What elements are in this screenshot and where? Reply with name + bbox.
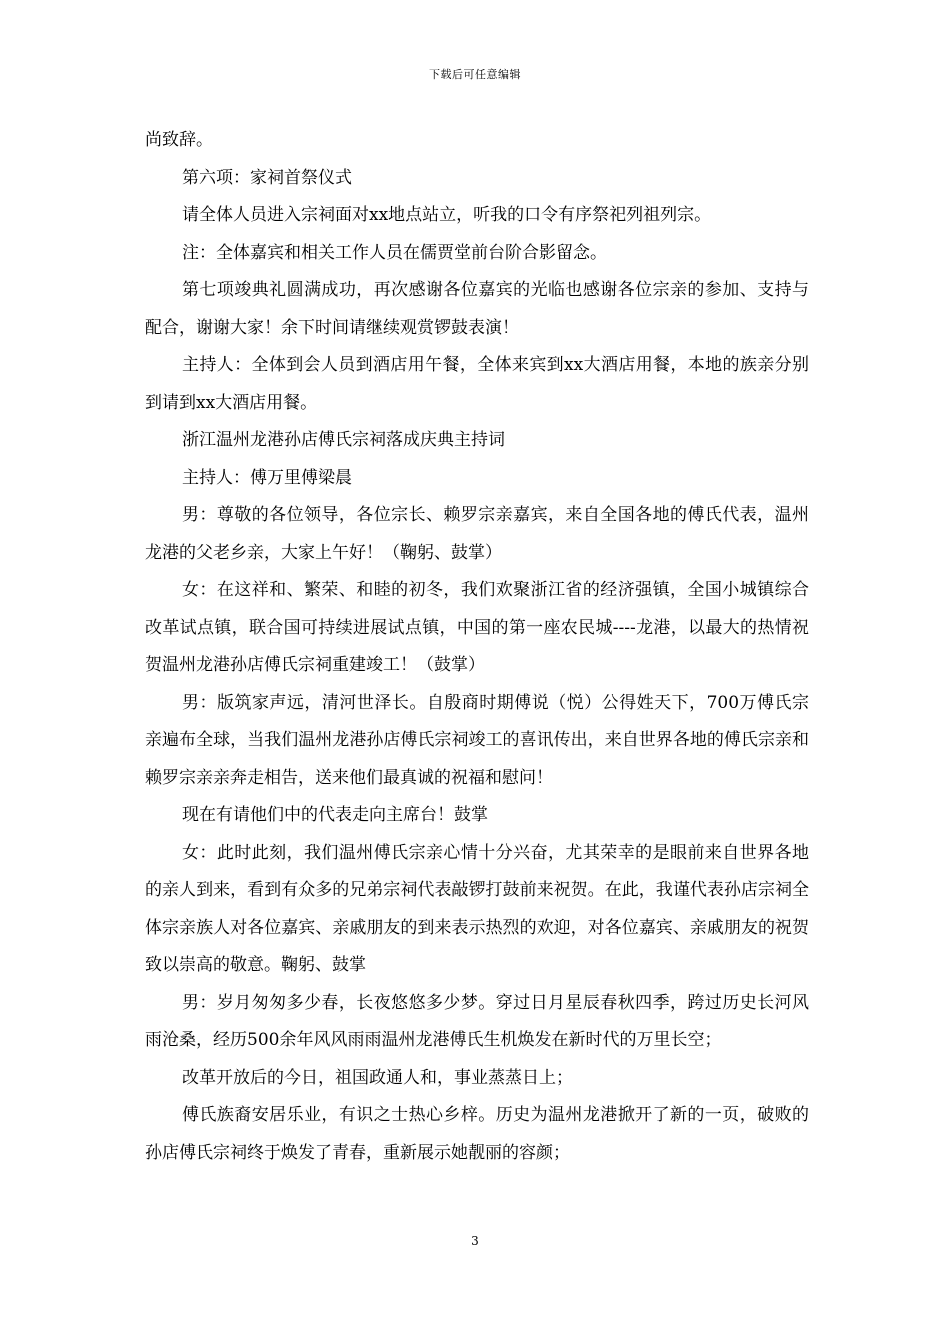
- paragraph: 改革开放后的今日，祖国政通人和，事业蒸蒸日上；: [182, 1067, 573, 1088]
- paragraph: 第六项：家祠首祭仪式: [182, 167, 352, 188]
- paragraph: 主持人：傅万里傅梁晨: [182, 467, 352, 488]
- paragraph: 注：全体嘉宾和相关工作人员在儒贾堂前台阶合影留念。: [182, 242, 607, 263]
- paragraph: 男：岁月匆匆多少春，长夜悠悠多少梦。穿过日月星辰春秋四季，跨过历史长河风雨沧桑，经历500余年风风雨雨温州龙港傅氏生机焕发在新时代的万里长空；: [145, 992, 809, 1050]
- paragraph: 浙江温州龙港孙店傅氏宗祠落成庆典主持词: [182, 430, 505, 450]
- paragraph: 主持人：全体到会人员到酒店用午餐，全体来宾到xx大酒店用餐，本地的族亲分别到请到xx大酒店用餐。: [145, 355, 809, 413]
- paragraph: 第七项竣典礼圆满成功，再次感谢各位嘉宾的光临也感谢各位宗亲的参加、支持与配合，谢谢大家！余下时间请继续观赏锣鼓表演！: [145, 280, 809, 338]
- paragraph: 男：尊敬的各位领导，各位宗长、赖罗宗亲嘉宾，来自全国各地的傅氏代表，温州龙港的父老乡亲，大家上午好！（鞠躬、鼓掌）: [145, 505, 809, 563]
- paragraph: 傅氏族裔安居乐业，有识之士热心乡梓。历史为温州龙港掀开了新的一页，破败的孙店傅氏宗祠终于焕发了青春，重新展示她靓丽的容颜；: [145, 1105, 809, 1163]
- paragraph: 请全体人员进入宗祠面对xx地点站立，听我的口令有序祭祀列祖列宗。: [182, 205, 712, 225]
- paragraph: 女：此时此刻，我们温州傅氏宗亲心情十分兴奋，尤其荣幸的是眼前来自世界各地的亲人到来，看到有众多的兄弟宗祠代表敲锣打鼓前来祝贺。在此，我谨代表孙店宗祠全体宗亲族人对各位嘉宾、亲戚朋友的到来表示热烈的欢迎，对各位嘉宾、亲戚朋友的祝贺致以崇高的敬意。鞠躬、鼓掌: [145, 842, 809, 975]
- page-number: 3: [471, 1234, 479, 1248]
- page-header: 下载后可任意编辑: [429, 68, 521, 81]
- paragraph: 女：在这祥和、繁荣、和睦的初冬，我们欢聚浙江省的经济强镇，全国小城镇综合改革试点镇，联合国可持续进展试点镇，中国的第一座农民城----龙港，以最大的热情祝贺温州龙港孙店傅氏宗祠重建竣工！（鼓掌）: [145, 580, 809, 675]
- paragraph: 尚致辞。: [145, 130, 213, 150]
- document-body: [145, 122, 809, 1172]
- paragraph: 现在有请他们中的代表走向主席台！鼓掌: [182, 805, 488, 825]
- paragraph: 男：版筑家声远，清河世泽长。自殷商时期傅说（悦）公得姓天下，700万傅氏宗亲遍布全球，当我们温州龙港孙店傅氏宗祠竣工的喜讯传出，来自世界各地的傅氏宗亲和赖罗宗亲亲奔走相告，送来他们最真诚的祝福和慰问！: [145, 692, 809, 788]
